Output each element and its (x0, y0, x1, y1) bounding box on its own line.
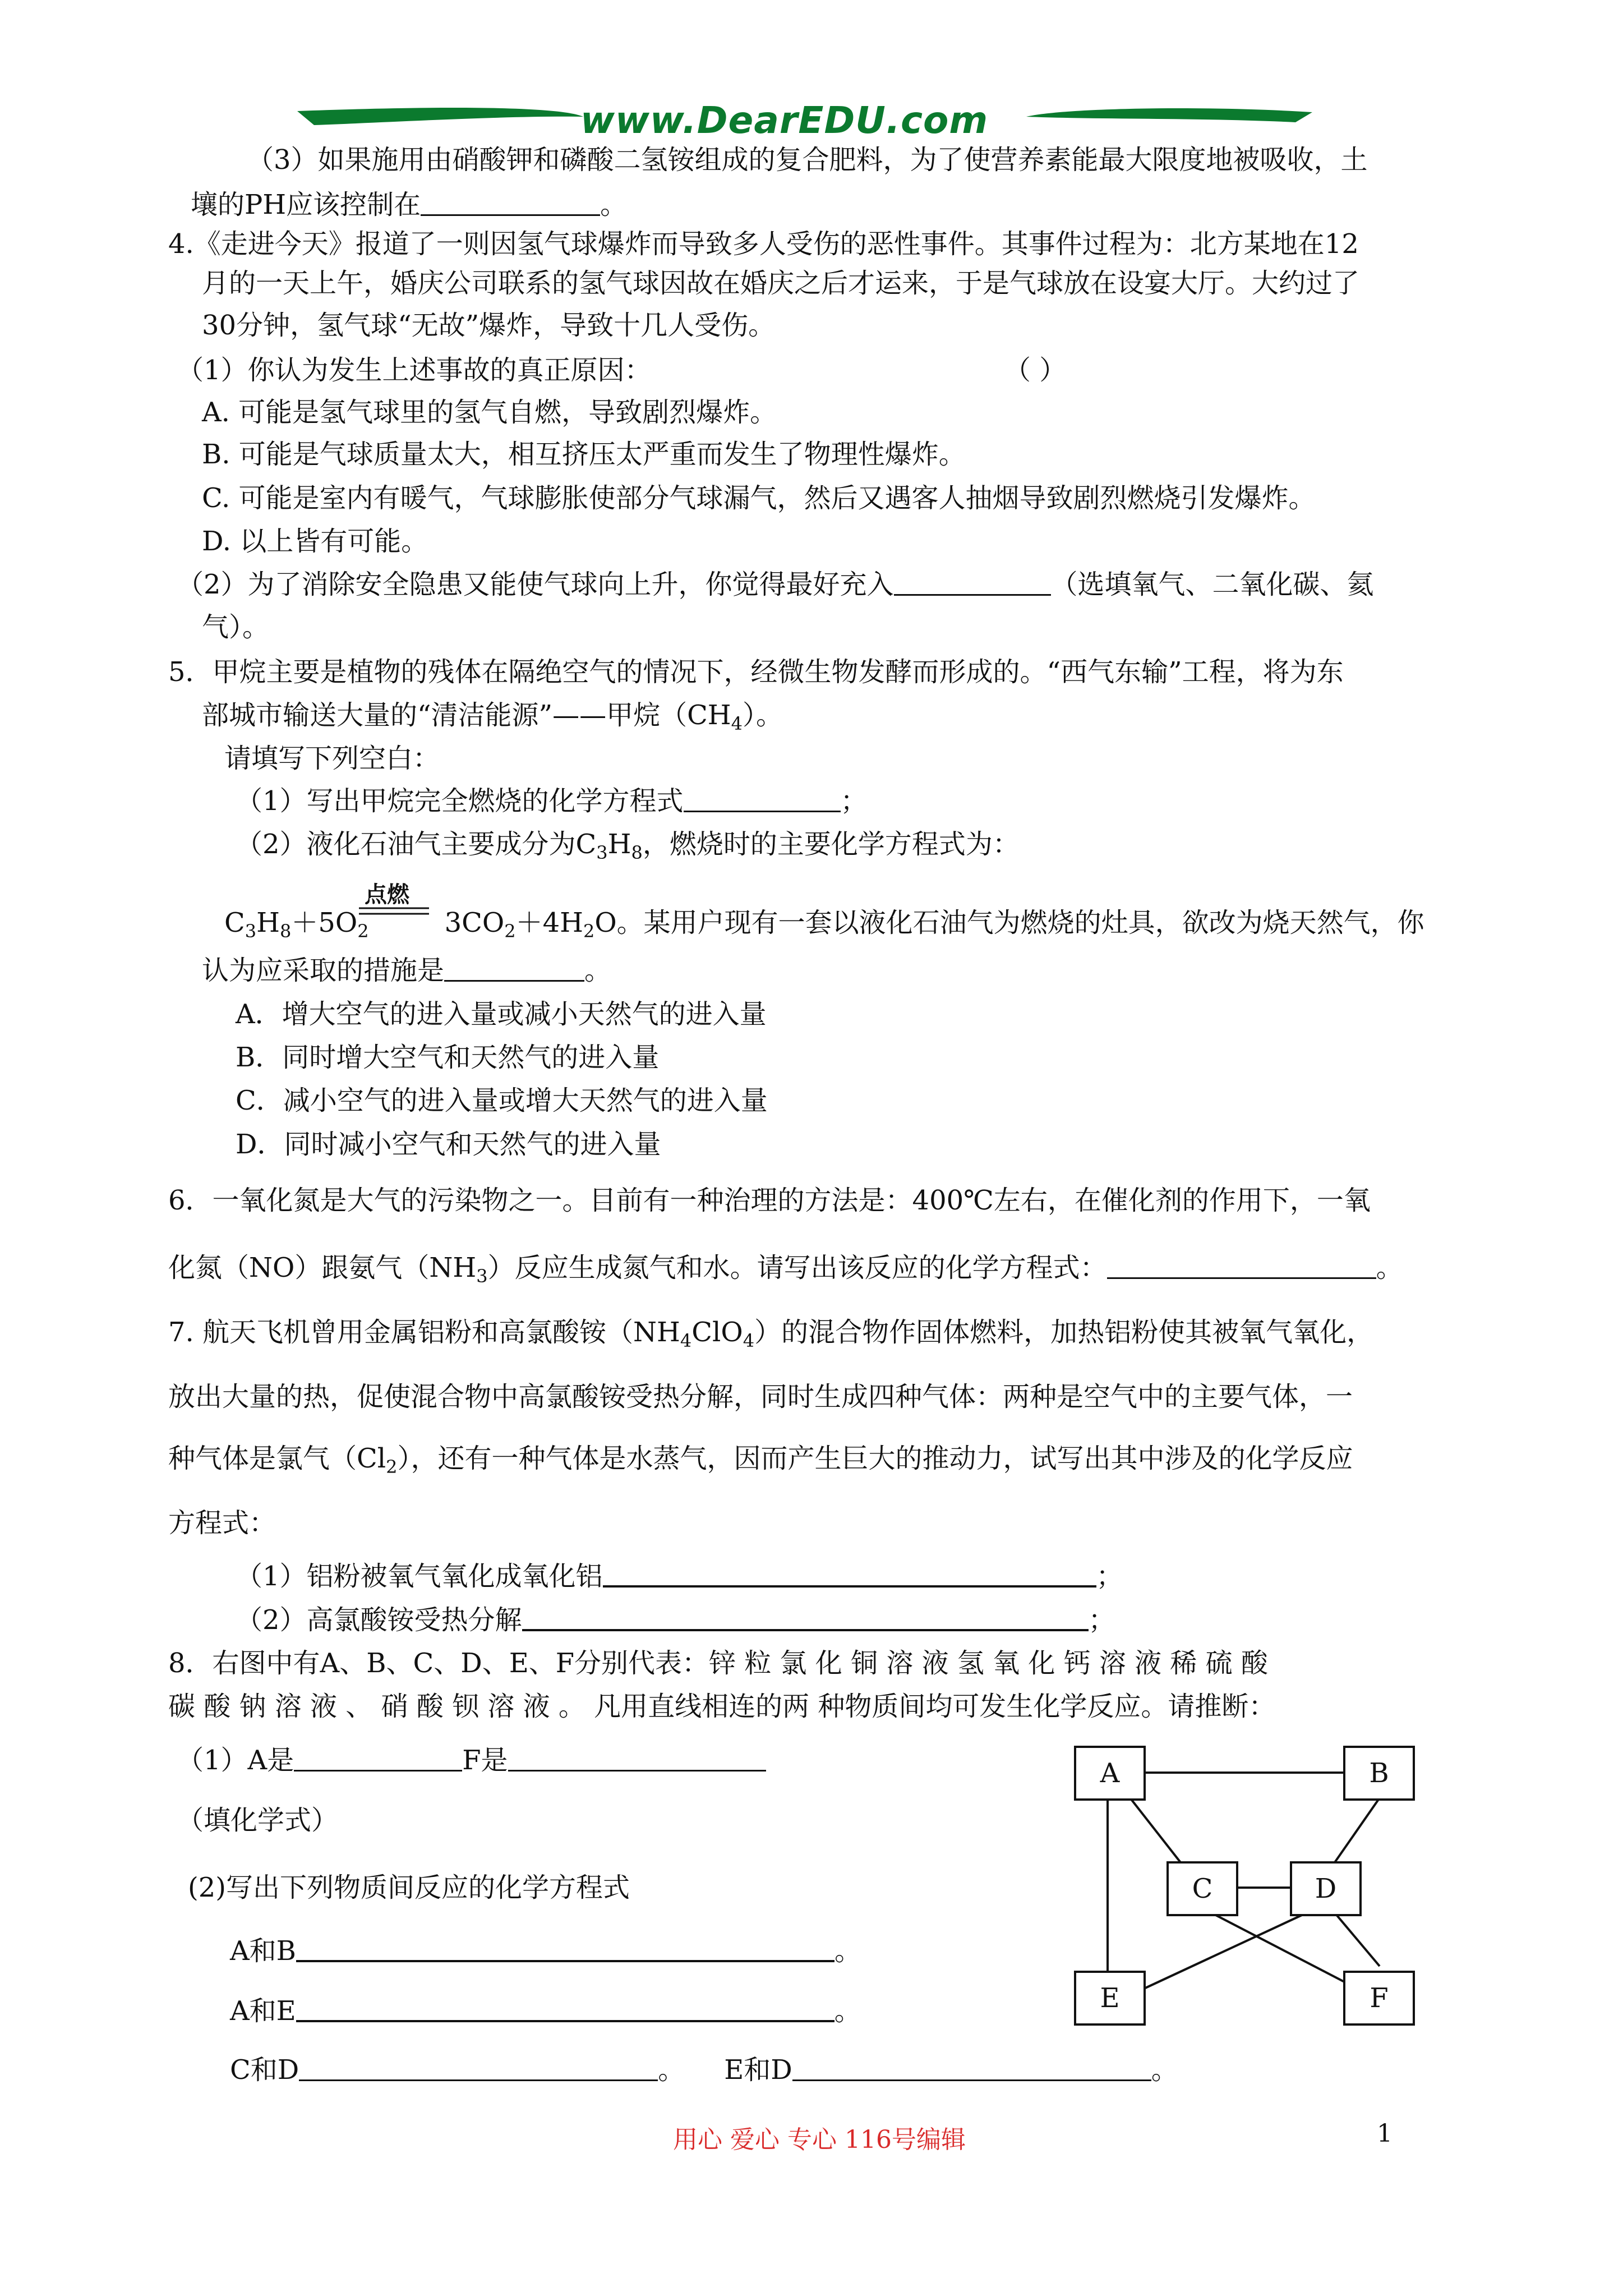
q7-sub1: （1）铝粉被氧气氧化成氧化铝 ； (236, 1561, 1123, 1592)
q4-option-b: B. 可能是气球质量太大，相互挤压太严重而发生了物理性爆炸。 (202, 439, 966, 470)
q8-cd-ed: C和D 。 E和D 。 (230, 2054, 1178, 2086)
q8-line2: 碳 酸 钠 溶 液 、 硝 酸 钡 溶 液 。 凡用直线相连的两 种物质间均可发生化学反应。请推断： (168, 1691, 1276, 1722)
edge-b-d (1335, 1798, 1380, 1862)
q5-reaction-condition: 点燃 (365, 881, 409, 908)
q4-answer-paren: （ ） (1004, 355, 1067, 386)
node-d: D (1290, 1861, 1362, 1916)
q5-option-d: D．同时减小空气和天然气的进入量 (236, 1129, 661, 1160)
node-f: F (1343, 1971, 1415, 2026)
q7-line1: 7. 航天飞机曾用金属铝粉和高氯酸铵$(NH_4ClO_4)$的混合物作固体燃料，加热铝粉使其被氧气氧化， (168, 1317, 1374, 1351)
q8-sub2: (2)写出下列物质间反应的化学方程式 (188, 1872, 630, 1903)
q5-sub2: （2）液化石油气主要成分为$C_3H_8$，燃烧时的主要化学方程式为： (236, 829, 1020, 863)
q4-line1: 4.《走进今天》报道了一则因氢气球爆炸而导致多人受伤的恶性事件。其事件过程为：北方某地在12 (168, 228, 1359, 260)
q6-line1: 6．一氧化氮是大气的污染物之一。目前有一种治理的方法是：400℃左右，在催化剂的作用下，一氧 (168, 1185, 1371, 1216)
q6-line2: 化氮（NO）跟氨气$(NH_3)$反应生成氮气和水。请写出该反应的化学方程式： 。 (168, 1252, 1403, 1287)
q4-sub2: （2）为了消除安全隐患又能使气球向上升，你觉得最好充入 （选填氧气、二氧化碳、氦 (177, 569, 1374, 600)
q4-line3: 30分钟，氢气球“无故”爆炸，导致十几人受伤。 (202, 310, 776, 341)
edge-c-f (1211, 1913, 1363, 1991)
q4-option-c: C. 可能是室内有暖气，气球膨胀使部分气球漏气，然后又遇客人抽烟导致剧烈燃烧引发爆炸。 (202, 482, 1316, 514)
q8-ab: A和B 。 (230, 1935, 861, 1967)
q4-line2: 月的一天上午，婚庆公司联系的氢气球因故在婚庆之后才运来，于是气球放在设宴大厅。大约过了 (202, 268, 1360, 299)
q5-option-a: A．增大空气的进入量或减小天然气的进入量 (236, 999, 767, 1030)
node-c: C (1166, 1861, 1238, 1916)
q8-line1: 8．右图中有A、B、C、D、E、F分别代表：锌 粒 氯 化 铜 溶 液 氢 氧 化 钙 溶 液 稀 硫 酸 (168, 1648, 1268, 1679)
q7-line4: 方程式： (168, 1507, 276, 1539)
node-a: A (1074, 1746, 1146, 1801)
header-site-name: www.DearEDU.com (580, 99, 989, 142)
q3-line1: （3）如果施用由硝酸钾和磷酸二氢铵组成的复合肥料，为了使营养素能最大限度地被吸收，土 (247, 144, 1368, 176)
q8-ae: A和E 。 (230, 1995, 861, 2027)
q5-sub1: （1）写出甲烷完全燃烧的化学方程式 ； (236, 785, 868, 817)
q7-line3: 种气体是氯气$(Cl_2)$，还有一种气体是水蒸气，因而产生巨大的推动力，试写出其中涉及的化学反应 (168, 1443, 1353, 1478)
q4-sub2-end: 气）。 (202, 611, 270, 643)
q5-line1: 5．甲烷主要是植物的残体在隔绝空气的情况下，经微生物发酵而形成的。“西气东输”工程，将为东 (168, 656, 1344, 688)
edge-a-c (1130, 1798, 1181, 1862)
q5-fill-instruction: 请填写下列空白： (224, 743, 440, 774)
q4-option-a: A. 可能是氢气球里的氢气自燃，导致剧烈爆炸。 (202, 397, 777, 428)
q8-sub1: （1）A是 F是 (177, 1743, 766, 1777)
q5-option-c: C．减小空气的进入量或增大天然气的进入量 (236, 1085, 768, 1116)
q3-line2: 壤的PH应该控制在 。 (191, 189, 628, 220)
q7-sub2: （2）高氯酸铵受热分解 ； (236, 1604, 1115, 1636)
node-b: B (1343, 1746, 1415, 1801)
edge-d-e (1144, 1913, 1307, 1989)
q5-measure-line: 认为应采取的措施是 。 (202, 955, 612, 986)
page-number: 1 (1377, 2119, 1393, 2148)
q8-fill-note: （填化学式） (177, 1805, 339, 1836)
edge-d-f (1335, 1913, 1380, 1966)
q4-sub1: （1）你认为发生上述事故的真正原因： (177, 355, 652, 386)
footer-text: 用心 爱心 专心 116号编辑 (673, 2125, 966, 2154)
q5-equation-line: $C_3H_8+5O_2$ $3CO_2+4H_2O$。某用户现有一套以液化石油气为燃烧的灶具，欲改为烧天然气，你 (224, 907, 1424, 942)
q4-option-d: D. 以上皆有可能。 (202, 526, 428, 557)
node-e: E (1074, 1971, 1146, 2026)
q5-line2: 部城市输送大量的“清洁能源”——甲烷$(CH_4)$。 (202, 700, 783, 734)
q7-line2: 放出大量的热，促使混合物中高氯酸铵受热分解，同时生成四种气体：两种是空气中的主要气体，一 (168, 1381, 1353, 1412)
q5-option-b: B．同时增大空气和天然气的进入量 (236, 1042, 660, 1073)
